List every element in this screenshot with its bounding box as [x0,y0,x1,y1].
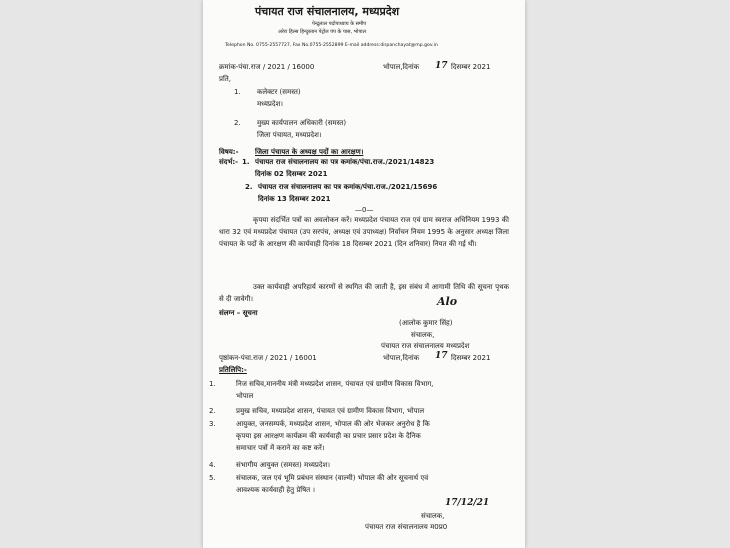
copy-item-line: प्रमुख सचिव, मध्यप्रदेश शासन, पंचायत एवं ग्रामीण विकास विभाग, भोपाल [236,407,425,415]
reference-item-date: दिनांक 13 दिसम्बर 2021 [258,195,331,203]
reference-day: 17 [435,61,448,71]
letterhead-title: पंचायत राज संचालनालय, मध्यप्रदेश [255,5,400,18]
endorsement-number: पृष्ठांकन-पंचा.राज / 2021 / 16001 [219,354,317,362]
reference-number: क्रमांक-पंचा.राज / 2021 / 16000 [219,63,315,71]
copy-item-line: संचालक, जल एवं भूमि प्रबंधन संस्थान (वाल्मी) भोपाल की ओर सूचनार्थ एवं [236,474,429,482]
addressee-line: मुख्य कार्यपालन अधिकारी (समस्त) [257,119,347,127]
subject-text: जिला पंचायत के अध्यक्ष पदों का आरक्षण। [255,148,364,156]
copy-item-line: आवश्यक कार्यवाही हेतु प्रेषित । [236,486,316,494]
signatory-name: (आलोक कुमार सिंह) [399,319,453,327]
reference-item-text: पंचायत राज संचालनालय का पत्र कमांक/पंचा.राज./2021/14823 [255,158,435,166]
references-label: संदर्भ:- [219,158,239,166]
letterhead-subtitle-2: अरेरा हिल्स हिन्दुस्तान पेट्रोल पंप के पास, भोपाल [278,29,366,35]
body-paragraph: उक्त कार्यवाही अपरिहार्य कारणों से स्थगित की जाती है, इस संबंध में आगामी तिथि की सूचना पृथक से दी जावेगी। [219,283,509,303]
copy-label: प्रतिलिपि:- [219,366,247,374]
signatory-designation: संचालक, [411,331,435,339]
addressee-line: जिला पंचायत, मध्यप्रदेश। [257,131,322,139]
endorsement-place-date: भोपाल,दिनांक [383,354,420,362]
endorsement-day: 17 [435,351,448,361]
signature-mark: 17/12/21 [445,498,490,508]
letterhead-subtitle-1: पेन्द्रुलाल पदोपाध्याय के समीप [312,21,367,27]
copy-item-line: निज सचिव,माननीय मंत्री मध्यप्रदेश शासन, पंचायत एवं ग्रामीण विकास विभाग, [236,380,434,388]
subject-label: विषय:- [219,148,239,156]
addressee-line: कलेक्टर (समस्त) [257,88,301,96]
copy-item-number: 4. [209,461,216,469]
addressee-number: 2. [234,119,241,127]
copy-item-number: 3. [209,420,216,428]
signatory-designation: संचालक, [421,512,445,520]
copy-item-line: समाचार पत्रों में कराने का कष्ट करें। [236,444,325,452]
signature-mark: Alo [437,295,458,308]
addressee-line: मध्यप्रदेश। [257,100,283,108]
reference-item-number: 1. [242,158,250,166]
separator: —0— [355,206,374,214]
copy-item-number: 2. [209,407,216,415]
reference-place-date: भोपाल,दिनांक [383,63,420,71]
reference-item-text: पंचायत राज संचालनालय का पत्र कमांक/पंचा.राज./2021/15696 [258,183,438,191]
signatory-office: पंचायत राज संचालनालय म0प्र0 [365,523,448,531]
endorsement-month-year: दिसम्बर 2021 [451,354,491,362]
to-label: प्रति, [219,75,232,83]
addressee-number: 1. [234,88,241,96]
copy-item-line: आयुक्त, जनसम्पर्क, मध्यप्रदेश शासन, भोपाल की ओर भेजकर अनुरोध है कि [236,420,430,428]
letter-page [203,0,525,548]
copy-item-number: 1. [209,380,216,388]
copy-item-line: संभागीय आयुक्त (समस्त) मध्यप्रदेश। [236,461,330,469]
reference-item-number: 2. [245,183,253,191]
signatory-office: पंचायत राज संचालनालय मध्यप्रदेश [381,342,470,350]
copy-item-line: भोपाल [236,392,254,400]
body-paragraph: कृपया संदर्भित पत्रों का अवलोकन करें। मध्यप्रदेश पंचायत राज एवं ग्राम स्वराज अधिनियम 1993 की धारा 32 एवं मध्यप्रदेश पंचायत (उप सरपंच, अध्यक्ष एवं उपाध्यक्ष) निर्वाचन नियम 1995 के अनुसार अध्यक्ष जिला पंचायत के पदों के आरक्षण की कार्यवाही दिनांक 18 दिसम्बर 2021 (दिन शनिवार) नियत की गई थी। [219,216,509,248]
letterhead-contact: Telephon No. 0755-2557727, Fax No.0755-2552899 E-mail address:dirpanchayat@mp.gov.in [225,43,438,48]
copy-item-line: कृपया इस आरक्षण कार्यक्रम की कार्यवाही का प्रचार प्रसार प्रदेश के दैनिक [236,432,421,440]
attachment-note: संलग्न – सूचना [219,309,258,317]
reference-month-year: दिसम्बर 2021 [451,63,491,71]
copy-item-number: 5. [209,474,216,482]
reference-item-date: दिनांक 02 दिसम्बर 2021 [255,170,328,178]
